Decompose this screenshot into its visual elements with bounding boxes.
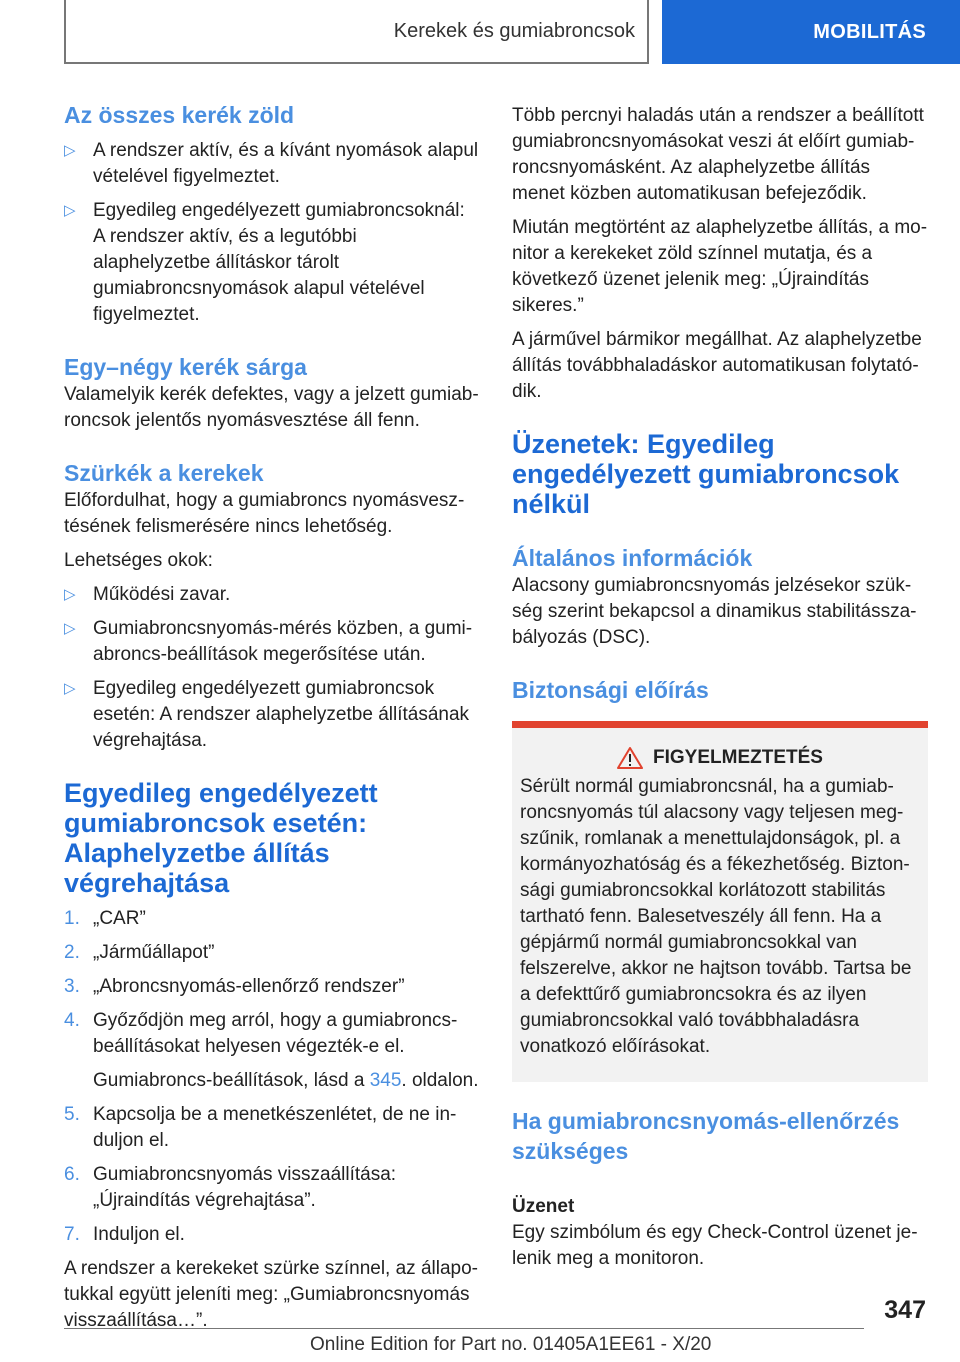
triangle-bullet-icon: ▷ [64,202,76,219]
warning-text: Sérült normál gumiabroncsnál, ha a gumiabroncsnyomás túl alacsony vagy teljesen megszűnik, romlanak a menettulajdonságok, pl. a kormányozhatóság és a fékezhetőség. Biztonsági gumiabroncsokkal korlátozott stabilitás tartható fenn. Balesetveszély áll fenn. Ha a gépjármű normál gumiabroncsokkal van felszerelve, akkor ne hajtson tovább. Tartsa be a defekttűrő gumiabroncsokra és az ilyen gumiabroncsokkal való továbbhaladásra vonatkozó előírásokat. [520,776,912,1057]
message-label: Üzenet [512,1196,575,1217]
step-item: 3. „Abroncsnyomás-ellenőrző rendszer” [64,976,405,997]
yellow-text: Valamelyik kerék defektes, vagy a jelzett gumiabroncsok jelentős nyomásvesztése áll fenn. [64,384,479,431]
page-reference: Gumiabroncs-beállítások, lásd a 345. oldalon. [93,1070,479,1091]
heading-general: Általános információk [512,545,753,571]
paragraph: Miután megtörtént az alaphelyzetbe állítás, a monitor a kerekeket zöld színnel mutatja, és a következő üzenet jelenik meg: „Újraindítás sikeres.” [512,217,928,316]
step-item: 6. Gumiabroncsnyomás visszaállítása: „Újraindítás végrehajtása”. [64,1164,397,1211]
heading-reset: Egyedileg engedélyezett gumiabroncsok esetén: Alaphelyzetbe állítás végrehajtása [64,778,378,898]
general-text: Alacsony gumiabroncsnyomás jelzésekor szükség szerint bekapcsol a dinamikus stabilitásszabályozás (DSC). [512,575,917,648]
grey-text: Előfordulhat, hogy a gumiabroncs nyomásvesztésének felismerésére nincs lehetőség. [64,490,465,537]
message-text: Egy szimbólum és egy Check-Control üzenet jelenik meg a monitoron. [512,1222,918,1269]
list-item: ▷ Egyedileg engedélyezett gumiabroncsok esetén: A rendszer alaphelyzetbe állításának végrehajtása. [64,678,470,751]
warning-box [512,721,928,1082]
heading-safety: Biztonsági előírás [512,677,709,703]
heading-check-needed: Ha gumiabroncsnyomás-ellenőrzés szükséges [512,1108,900,1164]
causes-label: Lehetséges okok: [64,550,213,571]
warning-title: FIGYELMEZTETÉS [653,747,823,768]
all-green-list [64,138,479,328]
paragraph: Több percnyi haladás után a rendszer a beállított gumiabroncsnyomásokat veszi át előírt gumiabroncsnyomásként. Az alaphelyzetbe állítás menet közben automatikusan befejeződik. [512,105,924,204]
heading-all-green: Az összes kerék zöld [64,102,295,128]
list-item: ▷ Gumiabroncsnyomás-mérés közben, a gumiabroncs-beállítások megerősítése után. [64,618,473,665]
page-number: 347 [884,1296,926,1324]
left-column [64,100,479,1334]
header-chapter-tab [662,0,960,64]
list-item: ▷ Működési zavar. [64,582,479,608]
closing-text: A rendszer a kerekeket szürke színnel, az állapotukkal együtt jeleníti meg: „Gumiabroncsnyomás visszaállítása…”. [64,1258,478,1331]
step-item: 1. „CAR” [64,908,146,929]
step-item: 7. Induljon el. [64,1224,185,1245]
causes-list [64,582,479,754]
paragraph: A járművel bármikor megállhat. Az alaphelyzetbe állítás továbbhaladáskor automatikusan folytatódik. [512,329,922,402]
heading-yellow: Egy–négy kerék sárga [64,354,307,380]
page-link[interactable]: 345 [369,1070,402,1091]
footer-divider [64,1328,864,1329]
heading-grey: Szürkék a kerekek [64,460,264,486]
right-column [512,103,928,1272]
section-title: Kerekek és gumiabroncsok [393,19,635,42]
list-item: ▷ Egyedileg engedélyezett gumiabroncsoknál: A rendszer aktív, és a legutóbbi alaphelyzetbe állításkor tárolt gumiabroncsnyomások alapul vételével figyelmeztet. [64,200,465,325]
heading-messages: Üzenetek: Egyedileg engedélyezett gumiabroncsok nélkül [512,429,900,519]
chapter-title: MOBILITÁS [813,20,926,43]
step-item: 5. Kapcsolja be a menetkészenlétet, de ne induljon el. [64,1104,457,1151]
warning-triangle-icon [617,746,643,770]
step-item: 2. „Járműállapot” [64,942,215,963]
triangle-bullet-icon: ▷ [64,680,76,697]
footer-edition: Online Edition for Part no. 01405A1EE61 - X/20 [310,1334,712,1355]
header-section-title-box [64,0,649,64]
step-item: 4. Győződjön meg arról, hogy a gumiabroncsbeállításokat helyesen végezték-e el. Gumiabroncs-beállítások, lásd a 345. oldalon. [64,1008,479,1094]
triangle-bullet-icon: ▷ [64,586,76,603]
triangle-bullet-icon: ▷ [64,620,76,637]
triangle-bullet-icon: ▷ [64,142,76,159]
reset-steps [64,906,479,1248]
list-item: ▷ A rendszer aktív, és a kívánt nyomások alapul vételével figyelmeztet. [64,140,479,187]
